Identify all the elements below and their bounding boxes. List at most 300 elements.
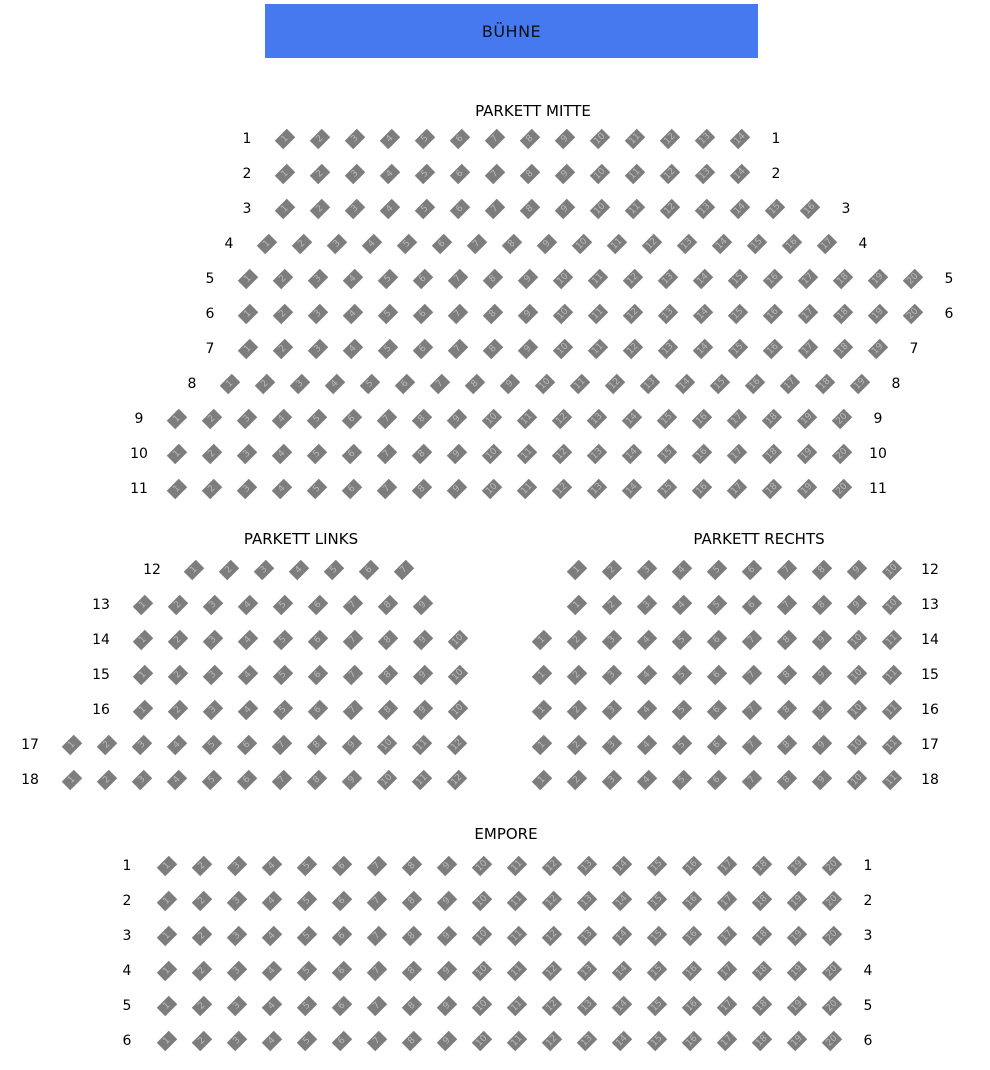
seat[interactable]: 9 bbox=[537, 234, 558, 255]
seat[interactable]: 3 bbox=[602, 630, 623, 651]
seat[interactable]: 7 bbox=[367, 961, 388, 982]
seat[interactable]: 6 bbox=[707, 735, 728, 756]
seat[interactable]: 2 bbox=[567, 665, 588, 686]
seat[interactable]: 10 bbox=[472, 996, 493, 1017]
seat[interactable]: 16 bbox=[763, 269, 784, 290]
seat[interactable]: 2 bbox=[168, 630, 189, 651]
seat[interactable]: 6 bbox=[450, 199, 471, 220]
seat[interactable]: 6 bbox=[332, 891, 353, 912]
seat[interactable]: 7 bbox=[467, 234, 488, 255]
seat[interactable]: 17 bbox=[798, 339, 819, 360]
seat[interactable]: 20 bbox=[822, 961, 843, 982]
seat[interactable]: 5 bbox=[378, 304, 399, 325]
seat[interactable]: 2 bbox=[310, 164, 331, 185]
seat[interactable]: 18 bbox=[815, 374, 836, 395]
seat[interactable]: 7 bbox=[448, 269, 469, 290]
seat[interactable]: 8 bbox=[777, 665, 798, 686]
seat[interactable]: 8 bbox=[402, 856, 423, 877]
seat[interactable]: 9 bbox=[437, 996, 458, 1017]
seat[interactable]: 11 bbox=[507, 891, 528, 912]
seat[interactable]: 12 bbox=[605, 374, 626, 395]
seat[interactable]: 6 bbox=[707, 700, 728, 721]
seat[interactable]: 1 bbox=[275, 164, 296, 185]
seat[interactable]: 3 bbox=[237, 479, 258, 500]
seat[interactable]: 15 bbox=[747, 234, 768, 255]
seat[interactable]: 12 bbox=[542, 926, 563, 947]
seat[interactable]: 9 bbox=[812, 770, 833, 791]
seat[interactable]: 2 bbox=[567, 630, 588, 651]
seat[interactable]: 17 bbox=[727, 479, 748, 500]
seat[interactable]: 2 bbox=[273, 304, 294, 325]
seat[interactable]: 20 bbox=[822, 856, 843, 877]
seat[interactable]: 20 bbox=[903, 269, 924, 290]
seat[interactable]: 10 bbox=[448, 665, 469, 686]
seat[interactable]: 3 bbox=[345, 164, 366, 185]
seat[interactable]: 3 bbox=[327, 234, 348, 255]
seat[interactable]: 7 bbox=[742, 770, 763, 791]
seat[interactable]: 3 bbox=[602, 665, 623, 686]
seat[interactable]: 11 bbox=[517, 409, 538, 430]
seat[interactable]: 6 bbox=[413, 269, 434, 290]
seat[interactable]: 2 bbox=[567, 735, 588, 756]
seat[interactable]: 8 bbox=[777, 735, 798, 756]
seat[interactable]: 3 bbox=[345, 199, 366, 220]
seat[interactable]: 6 bbox=[395, 374, 416, 395]
seat[interactable]: 4 bbox=[262, 856, 283, 877]
seat[interactable]: 9 bbox=[500, 374, 521, 395]
seat[interactable]: 1 bbox=[167, 479, 188, 500]
seat[interactable]: 11 bbox=[882, 700, 903, 721]
seat[interactable]: 8 bbox=[402, 891, 423, 912]
seat[interactable]: 16 bbox=[682, 926, 703, 947]
seat[interactable]: 1 bbox=[62, 770, 83, 791]
seat[interactable]: 1 bbox=[532, 735, 553, 756]
seat[interactable]: 9 bbox=[413, 665, 434, 686]
seat[interactable]: 11 bbox=[570, 374, 591, 395]
seat[interactable]: 7 bbox=[777, 595, 798, 616]
seat[interactable]: 4 bbox=[167, 735, 188, 756]
seat[interactable]: 2 bbox=[192, 891, 213, 912]
seat[interactable]: 2 bbox=[97, 735, 118, 756]
seat[interactable]: 4 bbox=[272, 444, 293, 465]
seat[interactable]: 13 bbox=[640, 374, 661, 395]
seat[interactable]: 8 bbox=[483, 339, 504, 360]
seat[interactable]: 16 bbox=[682, 856, 703, 877]
seat[interactable]: 10 bbox=[847, 630, 868, 651]
seat[interactable]: 4 bbox=[262, 926, 283, 947]
seat[interactable]: 10 bbox=[572, 234, 593, 255]
seat[interactable]: 5 bbox=[707, 595, 728, 616]
seat[interactable]: 3 bbox=[308, 304, 329, 325]
seat[interactable]: 16 bbox=[682, 961, 703, 982]
seat[interactable]: 2 bbox=[310, 199, 331, 220]
seat[interactable]: 9 bbox=[437, 856, 458, 877]
seat[interactable]: 5 bbox=[672, 700, 693, 721]
seat[interactable]: 13 bbox=[677, 234, 698, 255]
seat[interactable]: 8 bbox=[502, 234, 523, 255]
seat[interactable]: 19 bbox=[868, 304, 889, 325]
seat[interactable]: 9 bbox=[413, 630, 434, 651]
seat[interactable]: 2 bbox=[168, 665, 189, 686]
seat[interactable]: 7 bbox=[394, 560, 415, 581]
seat[interactable]: 10 bbox=[482, 444, 503, 465]
seat[interactable]: 20 bbox=[822, 926, 843, 947]
seat[interactable]: 8 bbox=[483, 304, 504, 325]
seat[interactable]: 2 bbox=[255, 374, 276, 395]
seat[interactable]: 3 bbox=[254, 560, 275, 581]
seat[interactable]: 5 bbox=[307, 444, 328, 465]
seat[interactable]: 8 bbox=[378, 665, 399, 686]
seat[interactable]: 4 bbox=[238, 595, 259, 616]
seat[interactable]: 14 bbox=[612, 891, 633, 912]
seat[interactable]: 16 bbox=[763, 304, 784, 325]
seat[interactable]: 18 bbox=[833, 339, 854, 360]
seat[interactable]: 15 bbox=[728, 269, 749, 290]
seat[interactable]: 20 bbox=[822, 996, 843, 1017]
seat[interactable]: 4 bbox=[343, 304, 364, 325]
seat[interactable]: 13 bbox=[577, 891, 598, 912]
seat[interactable]: 18 bbox=[752, 996, 773, 1017]
seat[interactable]: 12 bbox=[542, 856, 563, 877]
seat[interactable]: 5 bbox=[307, 409, 328, 430]
seat[interactable]: 6 bbox=[742, 560, 763, 581]
seat[interactable]: 5 bbox=[202, 770, 223, 791]
seat[interactable]: 5 bbox=[297, 926, 318, 947]
seat[interactable]: 6 bbox=[413, 339, 434, 360]
seat[interactable]: 17 bbox=[717, 996, 738, 1017]
seat[interactable]: 3 bbox=[132, 735, 153, 756]
seat[interactable]: 13 bbox=[658, 304, 679, 325]
seat[interactable]: 6 bbox=[332, 961, 353, 982]
seat[interactable]: 9 bbox=[413, 595, 434, 616]
seat[interactable]: 10 bbox=[472, 856, 493, 877]
seat[interactable]: 9 bbox=[447, 444, 468, 465]
seat[interactable]: 13 bbox=[695, 199, 716, 220]
seat[interactable]: 14 bbox=[675, 374, 696, 395]
seat[interactable]: 5 bbox=[672, 630, 693, 651]
seat[interactable]: 4 bbox=[380, 129, 401, 150]
seat[interactable]: 10 bbox=[847, 735, 868, 756]
seat[interactable]: 5 bbox=[324, 560, 345, 581]
seat[interactable]: 10 bbox=[847, 700, 868, 721]
seat[interactable]: 1 bbox=[133, 665, 154, 686]
seat[interactable]: 3 bbox=[203, 595, 224, 616]
seat[interactable]: 19 bbox=[868, 269, 889, 290]
seat[interactable]: 3 bbox=[237, 409, 258, 430]
seat[interactable]: 3 bbox=[132, 770, 153, 791]
seat[interactable]: 19 bbox=[787, 926, 808, 947]
seat[interactable]: 4 bbox=[672, 560, 693, 581]
seat[interactable]: 19 bbox=[787, 891, 808, 912]
seat[interactable]: 14 bbox=[622, 479, 643, 500]
seat[interactable]: 4 bbox=[289, 560, 310, 581]
seat[interactable]: 18 bbox=[762, 479, 783, 500]
seat[interactable]: 18 bbox=[752, 1031, 773, 1052]
seat[interactable]: 9 bbox=[518, 339, 539, 360]
seat[interactable]: 11 bbox=[588, 339, 609, 360]
seat[interactable]: 19 bbox=[797, 409, 818, 430]
seat[interactable]: 12 bbox=[552, 444, 573, 465]
seat[interactable]: 2 bbox=[202, 444, 223, 465]
seat[interactable]: 1 bbox=[157, 996, 178, 1017]
seat[interactable]: 6 bbox=[450, 129, 471, 150]
seat[interactable]: 10 bbox=[448, 700, 469, 721]
seat[interactable]: 4 bbox=[637, 665, 658, 686]
seat[interactable]: 8 bbox=[520, 199, 541, 220]
seat[interactable]: 9 bbox=[847, 560, 868, 581]
seat[interactable]: 1 bbox=[184, 560, 205, 581]
seat[interactable]: 14 bbox=[612, 1031, 633, 1052]
seat[interactable]: 9 bbox=[847, 595, 868, 616]
seat[interactable]: 14 bbox=[730, 199, 751, 220]
seat[interactable]: 6 bbox=[342, 479, 363, 500]
seat[interactable]: 17 bbox=[727, 409, 748, 430]
seat[interactable]: 7 bbox=[485, 199, 506, 220]
seat[interactable]: 12 bbox=[623, 339, 644, 360]
seat[interactable]: 12 bbox=[542, 891, 563, 912]
seat[interactable]: 7 bbox=[777, 560, 798, 581]
seat[interactable]: 10 bbox=[847, 665, 868, 686]
seat[interactable]: 19 bbox=[787, 996, 808, 1017]
seat[interactable]: 19 bbox=[868, 339, 889, 360]
seat[interactable]: 7 bbox=[742, 700, 763, 721]
seat[interactable]: 9 bbox=[812, 665, 833, 686]
seat[interactable]: 3 bbox=[227, 891, 248, 912]
seat[interactable]: 9 bbox=[437, 891, 458, 912]
seat[interactable]: 7 bbox=[485, 129, 506, 150]
seat[interactable]: 11 bbox=[507, 961, 528, 982]
seat[interactable]: 1 bbox=[532, 630, 553, 651]
seat[interactable]: 11 bbox=[412, 770, 433, 791]
seat[interactable]: 20 bbox=[832, 444, 853, 465]
seat[interactable]: 16 bbox=[682, 1031, 703, 1052]
seat[interactable]: 5 bbox=[273, 630, 294, 651]
seat[interactable]: 9 bbox=[437, 961, 458, 982]
seat[interactable]: 5 bbox=[672, 770, 693, 791]
seat[interactable]: 6 bbox=[342, 409, 363, 430]
seat[interactable]: 11 bbox=[625, 129, 646, 150]
seat[interactable]: 12 bbox=[447, 770, 468, 791]
seat[interactable]: 3 bbox=[602, 770, 623, 791]
seat[interactable]: 9 bbox=[518, 269, 539, 290]
seat[interactable]: 14 bbox=[612, 996, 633, 1017]
seat[interactable]: 5 bbox=[297, 996, 318, 1017]
seat[interactable]: 7 bbox=[430, 374, 451, 395]
seat[interactable]: 15 bbox=[710, 374, 731, 395]
seat[interactable]: 10 bbox=[553, 304, 574, 325]
seat[interactable]: 6 bbox=[413, 304, 434, 325]
seat[interactable]: 16 bbox=[692, 444, 713, 465]
seat[interactable]: 5 bbox=[672, 665, 693, 686]
seat[interactable]: 5 bbox=[415, 199, 436, 220]
seat[interactable]: 2 bbox=[273, 339, 294, 360]
seat[interactable]: 2 bbox=[192, 926, 213, 947]
seat[interactable]: 6 bbox=[342, 444, 363, 465]
seat[interactable]: 1 bbox=[133, 630, 154, 651]
seat[interactable]: 2 bbox=[567, 700, 588, 721]
seat[interactable]: 3 bbox=[203, 700, 224, 721]
seat[interactable]: 16 bbox=[682, 996, 703, 1017]
seat[interactable]: 2 bbox=[219, 560, 240, 581]
seat[interactable]: 11 bbox=[507, 926, 528, 947]
seat[interactable]: 15 bbox=[647, 891, 668, 912]
seat[interactable]: 14 bbox=[622, 444, 643, 465]
seat[interactable]: 4 bbox=[380, 164, 401, 185]
seat[interactable]: 11 bbox=[882, 665, 903, 686]
seat[interactable]: 13 bbox=[695, 129, 716, 150]
seat[interactable]: 11 bbox=[507, 1031, 528, 1052]
seat[interactable]: 8 bbox=[412, 479, 433, 500]
seat[interactable]: 15 bbox=[647, 961, 668, 982]
seat[interactable]: 6 bbox=[237, 735, 258, 756]
seat[interactable]: 10 bbox=[472, 926, 493, 947]
seat[interactable]: 7 bbox=[377, 409, 398, 430]
seat[interactable]: 2 bbox=[310, 129, 331, 150]
seat[interactable]: 3 bbox=[637, 560, 658, 581]
seat[interactable]: 16 bbox=[682, 891, 703, 912]
seat[interactable]: 7 bbox=[343, 595, 364, 616]
seat[interactable]: 4 bbox=[262, 996, 283, 1017]
seat[interactable]: 16 bbox=[782, 234, 803, 255]
seat[interactable]: 7 bbox=[742, 665, 763, 686]
seat[interactable]: 6 bbox=[707, 665, 728, 686]
seat[interactable]: 3 bbox=[290, 374, 311, 395]
seat[interactable]: 9 bbox=[437, 926, 458, 947]
seat[interactable]: 18 bbox=[762, 409, 783, 430]
seat[interactable]: 13 bbox=[658, 339, 679, 360]
seat[interactable]: 5 bbox=[297, 891, 318, 912]
seat[interactable]: 6 bbox=[707, 770, 728, 791]
seat[interactable]: 6 bbox=[308, 595, 329, 616]
seat[interactable]: 10 bbox=[882, 560, 903, 581]
seat[interactable]: 8 bbox=[812, 560, 833, 581]
seat[interactable]: 10 bbox=[377, 770, 398, 791]
seat[interactable]: 1 bbox=[238, 269, 259, 290]
seat[interactable]: 18 bbox=[752, 926, 773, 947]
seat[interactable]: 1 bbox=[167, 444, 188, 465]
seat[interactable]: 11 bbox=[882, 770, 903, 791]
seat[interactable]: 8 bbox=[777, 630, 798, 651]
seat[interactable]: 12 bbox=[552, 479, 573, 500]
seat[interactable]: 18 bbox=[752, 891, 773, 912]
seat[interactable]: 11 bbox=[412, 735, 433, 756]
seat[interactable]: 1 bbox=[275, 199, 296, 220]
seat[interactable]: 11 bbox=[625, 199, 646, 220]
seat[interactable]: 18 bbox=[833, 269, 854, 290]
seat[interactable]: 8 bbox=[520, 129, 541, 150]
seat[interactable]: 5 bbox=[297, 856, 318, 877]
seat[interactable]: 8 bbox=[307, 735, 328, 756]
seat[interactable]: 1 bbox=[257, 234, 278, 255]
seat[interactable]: 5 bbox=[415, 164, 436, 185]
seat[interactable]: 10 bbox=[377, 735, 398, 756]
seat[interactable]: 5 bbox=[707, 560, 728, 581]
seat[interactable]: 12 bbox=[447, 735, 468, 756]
seat[interactable]: 1 bbox=[238, 304, 259, 325]
seat[interactable]: 3 bbox=[203, 665, 224, 686]
seat[interactable]: 8 bbox=[378, 630, 399, 651]
seat[interactable]: 6 bbox=[332, 1031, 353, 1052]
seat[interactable]: 17 bbox=[798, 269, 819, 290]
seat[interactable]: 17 bbox=[717, 961, 738, 982]
seat[interactable]: 15 bbox=[647, 926, 668, 947]
seat[interactable]: 15 bbox=[728, 339, 749, 360]
seat[interactable]: 2 bbox=[273, 269, 294, 290]
seat[interactable]: 1 bbox=[157, 926, 178, 947]
seat[interactable]: 12 bbox=[660, 164, 681, 185]
seat[interactable]: 3 bbox=[308, 269, 329, 290]
seat[interactable]: 9 bbox=[342, 770, 363, 791]
seat[interactable]: 13 bbox=[577, 996, 598, 1017]
seat[interactable]: 5 bbox=[360, 374, 381, 395]
seat[interactable]: 1 bbox=[157, 961, 178, 982]
seat[interactable]: 10 bbox=[882, 595, 903, 616]
seat[interactable]: 12 bbox=[660, 129, 681, 150]
seat[interactable]: 20 bbox=[903, 304, 924, 325]
seat[interactable]: 14 bbox=[612, 856, 633, 877]
seat[interactable]: 6 bbox=[237, 770, 258, 791]
seat[interactable]: 17 bbox=[798, 304, 819, 325]
seat[interactable]: 6 bbox=[332, 926, 353, 947]
seat[interactable]: 5 bbox=[397, 234, 418, 255]
seat[interactable]: 19 bbox=[797, 444, 818, 465]
seat[interactable]: 9 bbox=[342, 735, 363, 756]
seat[interactable]: 6 bbox=[359, 560, 380, 581]
seat[interactable]: 11 bbox=[625, 164, 646, 185]
seat[interactable]: 2 bbox=[202, 479, 223, 500]
seat[interactable]: 19 bbox=[797, 479, 818, 500]
seat[interactable]: 4 bbox=[637, 735, 658, 756]
seat[interactable]: 1 bbox=[532, 665, 553, 686]
seat[interactable]: 16 bbox=[692, 479, 713, 500]
seat[interactable]: 9 bbox=[555, 164, 576, 185]
seat[interactable]: 15 bbox=[647, 856, 668, 877]
seat[interactable]: 16 bbox=[745, 374, 766, 395]
seat[interactable]: 2 bbox=[192, 996, 213, 1017]
seat[interactable]: 13 bbox=[695, 164, 716, 185]
seat[interactable]: 2 bbox=[168, 595, 189, 616]
seat[interactable]: 11 bbox=[588, 269, 609, 290]
seat[interactable]: 3 bbox=[602, 735, 623, 756]
seat[interactable]: 17 bbox=[717, 1031, 738, 1052]
seat[interactable]: 9 bbox=[437, 1031, 458, 1052]
seat[interactable]: 8 bbox=[412, 409, 433, 430]
seat[interactable]: 1 bbox=[275, 129, 296, 150]
seat[interactable]: 17 bbox=[717, 891, 738, 912]
seat[interactable]: 19 bbox=[787, 961, 808, 982]
seat[interactable]: 15 bbox=[657, 444, 678, 465]
seat[interactable]: 3 bbox=[602, 700, 623, 721]
seat[interactable]: 12 bbox=[660, 199, 681, 220]
seat[interactable]: 7 bbox=[448, 339, 469, 360]
seat[interactable]: 13 bbox=[587, 479, 608, 500]
seat[interactable]: 12 bbox=[542, 1031, 563, 1052]
seat[interactable]: 8 bbox=[483, 269, 504, 290]
seat[interactable]: 4 bbox=[238, 665, 259, 686]
seat[interactable]: 4 bbox=[325, 374, 346, 395]
seat[interactable]: 1 bbox=[167, 409, 188, 430]
seat[interactable]: 10 bbox=[472, 1031, 493, 1052]
seat[interactable]: 14 bbox=[612, 926, 633, 947]
seat[interactable]: 10 bbox=[482, 409, 503, 430]
seat[interactable]: 4 bbox=[262, 1031, 283, 1052]
seat[interactable]: 18 bbox=[752, 961, 773, 982]
seat[interactable]: 8 bbox=[465, 374, 486, 395]
seat[interactable]: 4 bbox=[272, 479, 293, 500]
seat[interactable]: 7 bbox=[367, 856, 388, 877]
seat[interactable]: 14 bbox=[730, 164, 751, 185]
seat[interactable]: 13 bbox=[577, 1031, 598, 1052]
